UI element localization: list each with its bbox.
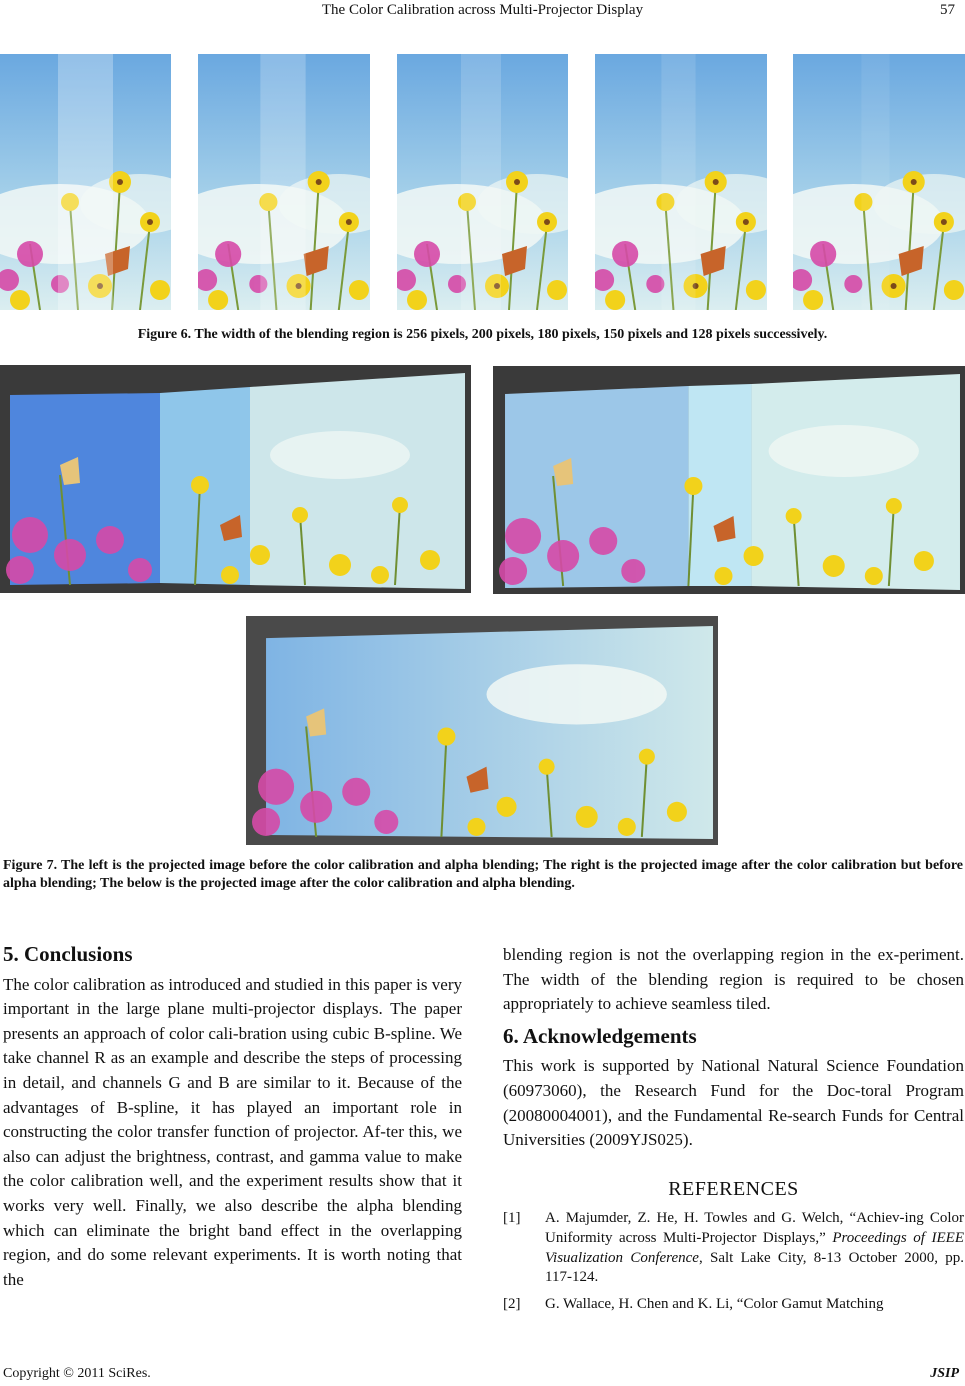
reference-item — [503, 1295, 964, 1315]
figure6-photo-3 — [397, 54, 568, 310]
references-heading: REFERENCES — [668, 1177, 799, 1200]
figure6-photo-4 — [595, 54, 767, 310]
reference-number: [2] — [503, 1295, 521, 1312]
figure6-photo-1 — [0, 54, 171, 310]
reference-text-end: , Salt Lake City, 8-13 October 2000, pp. 117-124. — [545, 1249, 965, 1286]
footer-copyright: Copyright © 2011 SciRes. — [3, 1366, 151, 1381]
page-number: 57 — [940, 2, 955, 18]
reference-number: [1] — [503, 1210, 521, 1227]
section6-paragraph: This work is supported by National Natural Science Foundation (60973060), the Research Fund for the Doc-toral Program (20080004001), and the Fundamental Re-search Funds for Central Universities (2009YJS025). — [503, 1056, 964, 1150]
reference-text: G. Wallace, H. Chen and K. Li, “Color Gamut Matching — [545, 1295, 884, 1312]
right-column — [503, 943, 964, 1314]
section5-paragraph-continued: blending region is not the overlapping region in the ex-periment. The width of the blending region is required to be chosen appropriately to achieve seamless tiled. — [503, 945, 964, 1014]
footer-journal: JSIP — [930, 1366, 959, 1381]
figure6-caption: Figure 6. The width of the blending region is 256 pixels, 200 pixels, 180 pixels, 150 pixels and 128 pixels successively. — [137, 327, 828, 342]
figure7-caption: Figure 7. The left is the projected image before the color calibration and alpha blending; The right is the projected image after the color calibration but before alpha blending; The below is the projected image after the color calibration and alpha blending. — [3, 858, 963, 891]
figure7-photo-left — [0, 365, 471, 593]
left-column — [3, 942, 462, 1292]
section5-heading: 5. Conclusions — [3, 942, 133, 966]
section5-paragraph: The color calibration as introduced and studied in this paper is very important in the large plane multi-projector displays. The paper presents an approach of color cali-bration using cubic B-spline. We take channel R as an example and describe the steps of processing in detail, and channels G and B are similar to it. Because of the advantages of B-spline, it has played an important role in constructing the color transfer function of projector. Af-ter this, we also can adjust the brightness, contrast, and gamma value to make the color calibration well, and the experiment results show that it works very well. Finally, we also describe the alpha blending which can eliminate the bright band effect in the overlapping region, and do some relevant experiments. It is worth noting that the — [3, 974, 462, 1289]
figure7-photo-below — [246, 616, 718, 845]
running-header: The Color Calibration across Multi-Projector Display — [321, 2, 644, 18]
section6-heading: 6. Acknowledgements — [503, 1023, 697, 1048]
figure6-photo-5 — [793, 54, 965, 310]
figure6-photo-2 — [198, 54, 370, 310]
reference-text: A. Majumder, Z. He, H. Towles and G. Welch, “Achiev-ing Color Uniformity across Multi-Projector Displays,” — [545, 1210, 964, 1246]
figure7-photo-right — [493, 366, 965, 594]
reference-venue: Proceedings of IEEE Visualization Conference — [545, 1229, 964, 1266]
reference-item — [503, 1209, 964, 1287]
